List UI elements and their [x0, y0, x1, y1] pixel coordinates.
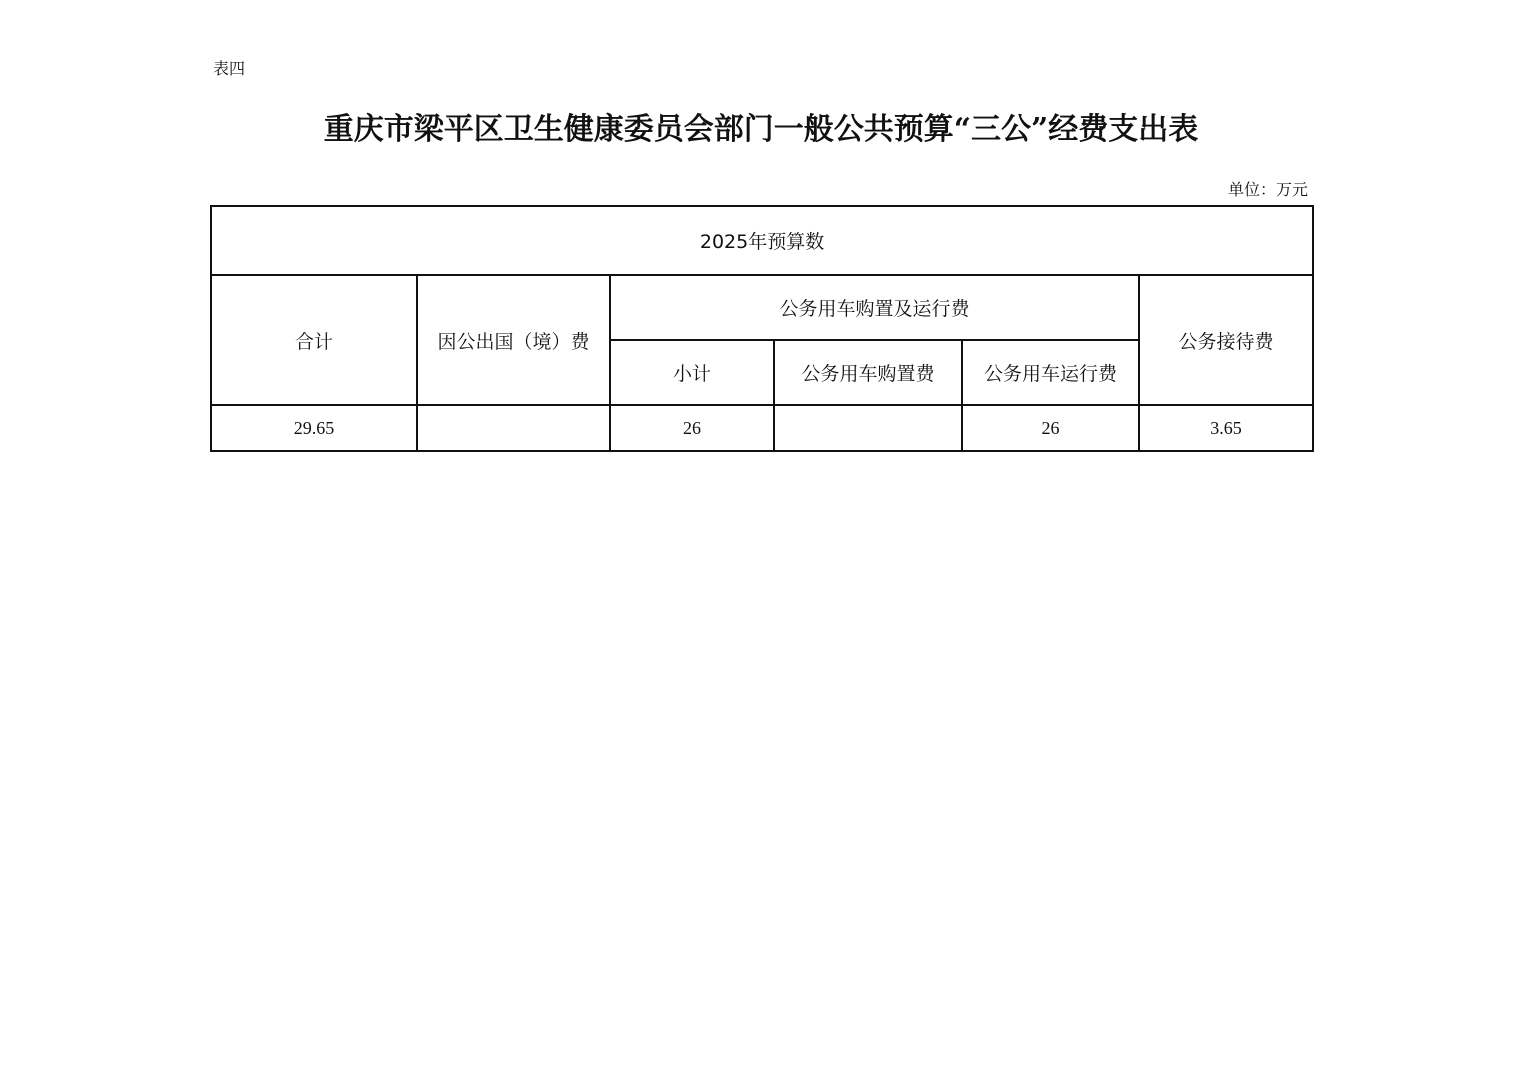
- header-total: 合计: [211, 275, 417, 405]
- budget-table: [210, 205, 1314, 452]
- header-vehicle-operation: 公务用车运行费: [962, 340, 1139, 405]
- header-reception: 公务接待费: [1139, 275, 1313, 405]
- table-header-row-year: [211, 206, 1313, 275]
- year-header-cell: 2025年预算数: [211, 206, 1313, 275]
- table-number-label: 表四: [213, 59, 246, 78]
- cell-reception: 3.65: [1139, 405, 1313, 451]
- cell-vehicle-purchase: [774, 405, 962, 451]
- table-row: [211, 405, 1313, 451]
- cell-vehicle-operation: 26: [962, 405, 1139, 451]
- cell-overseas: [417, 405, 610, 451]
- header-overseas: 因公出国（境）费: [417, 275, 610, 405]
- header-vehicle-subtotal: 小计: [610, 340, 774, 405]
- cell-vehicle-subtotal: 26: [610, 405, 774, 451]
- header-vehicle-group: 公务用车购置及运行费: [610, 275, 1139, 340]
- unit-label: 单位：万元: [1227, 180, 1308, 199]
- table-header-row-1: [211, 275, 1313, 340]
- document-title: 重庆市梁平区卫生健康委员会部门一般公共预算“三公”经费支出表: [323, 112, 1199, 147]
- header-vehicle-purchase: 公务用车购置费: [774, 340, 962, 405]
- cell-total: 29.65: [211, 405, 417, 451]
